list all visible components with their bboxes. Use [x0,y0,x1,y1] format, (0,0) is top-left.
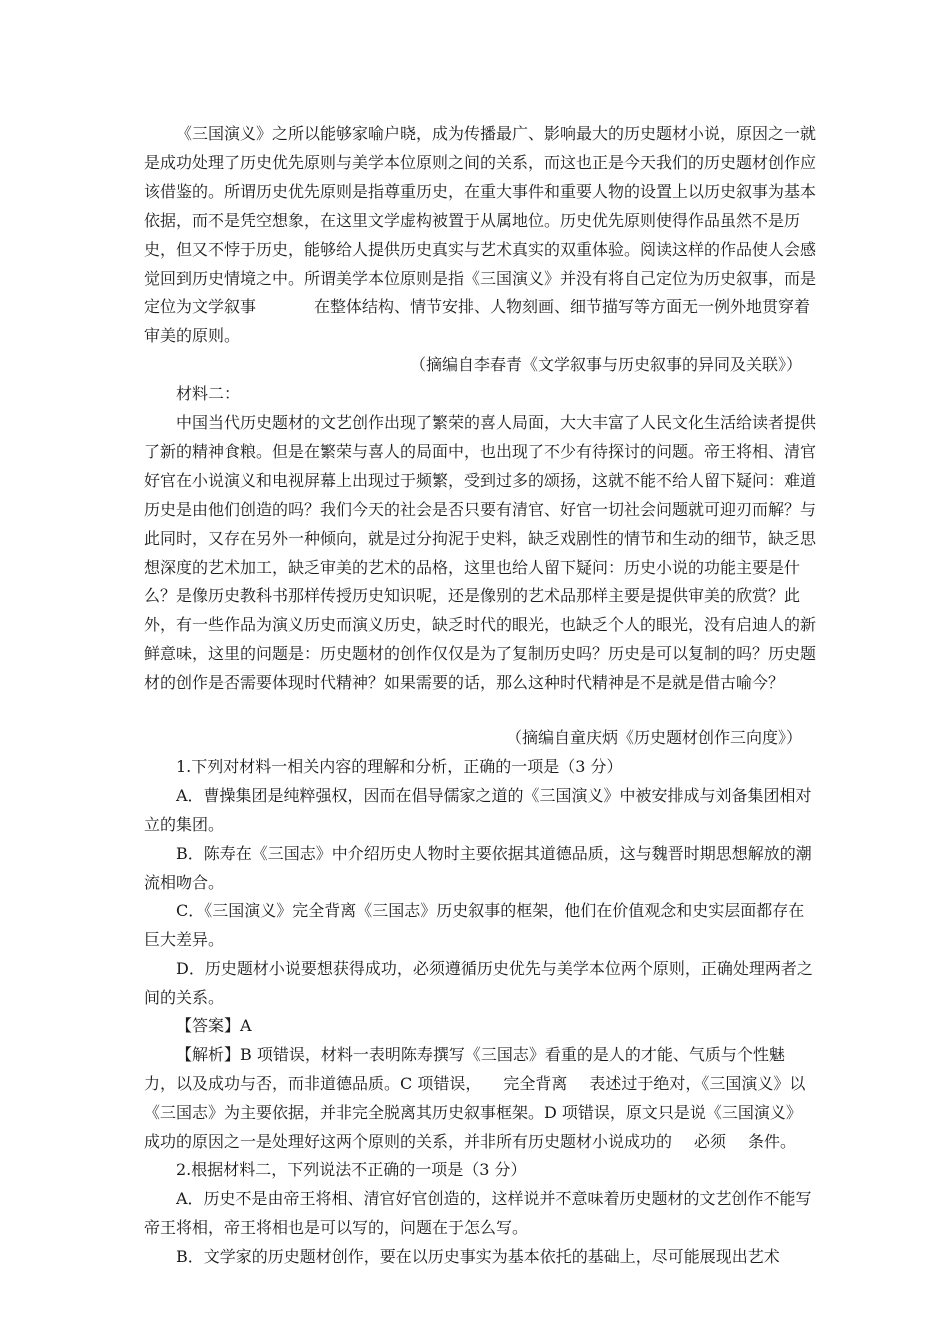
q2-option-b: B．文学家的历史题材创作，要在以历史事实为基本依托的基础上，尽可能展现出艺术 [176,1247,780,1266]
material1-source: （摘编自李春青《文学叙事与历史叙事的异同及关联》） [409,355,802,374]
material1-paragraph [144,120,816,351]
q2-option-a: A．历史不是由帝王将相、清官好官创造的，这样说并不意味着历史题材的文艺创作不能写帝王将相，帝王将相也是可以写的，问题在于怎么写。 [144,1189,812,1237]
q1-stem: 1.下列对材料一相关内容的理解和分析，正确的一项是（3 分） [176,757,623,776]
material2-label: 材料二： [176,384,241,403]
analysis-quote-2: 必须 [694,1131,727,1151]
analysis-quote-1: 完全背离 [503,1073,568,1093]
q1-answer: 【答案】A [176,1016,252,1035]
material1-paragraph-tail: 在整体结构、情节安排、人物刻画、细节描写等方面无一例外地贯穿着审美的原则。 [144,297,811,346]
q1-option-c: C．《三国演义》完全背离《三国志》历史叙事的框架，他们在价值观念和史实层面都存在巨大差异。 [144,901,805,949]
q2-stem: 2.根据材料二，下列说法不正确的一项是（3 分） [176,1160,527,1179]
analysis-part-5: 条件。 [748,1131,797,1151]
material1-paragraph-text: 《三国演义》之所以能够家喻户晓，成为传播最广、影响最大的历史题材小说，原因之一就是成功处理了历史优先原则与美学本位原则之间的关系，而这也正是今天我们的历史题材创作应该借鉴的。所谓历史优先原则是指尊重历史，在重大事件和重要人物的设置上以历史叙事为基本依据，而不是凭空想象，在这里文学虚构被置于从属地位。历史优先原则使得作品虽然不是历史，但又不悖于历史，能够给人提供历史真实与艺术真实的双重体验。阅读这样的作品使人会感觉回到历史情境之中。所谓美学本位原则是指《三国演义》并没有将自己定位为历史叙事，而是定位为文学叙事 [144,124,817,317]
material2-paragraph: 中国当代历史题材的文艺创作出现了繁荣的喜人局面，大大丰富了人民文化生活给读者提供了新的精神食粮。但是在繁荣与喜人的局面中，也出现了不少有待探讨的问题。帝王将相、清官好官在小说演义和电视屏幕上出现过于频繁，受到过多的颂扬，这就不能不给人留下疑问：难道历史是由他们创造的吗？我们今天的社会是否只要有清官、好官一切社会问题就可迎刃而解？与此同时，又存在另外一种倾向，就是过分拘泥于史料，缺乏戏剧性的情节和生动的细节，缺乏思想深度的艺术加工，缺乏审美的艺术的品格，这里也给人留下疑问：历史小说的功能主要是什么？是像历史教科书那样传授历史知识呢，还是像别的艺术品那样主要是提供审美的欣赏？此外，有一些作品为演义历史而演义历史，缺乏时代的眼光，也缺乏个人的眼光，没有启迪人的新鲜意味，这里的问题是：历史题材的创作仅仅是为了复制历史吗？历史是可以复制的吗？历史题材的创作是否需要体现时代精神？如果需要的话，那么这种时代精神是不是就是借古喻今？ [144,413,817,693]
q1-option-d: D．历史题材小说要想获得成功，必须遵循历史优先与美学本位两个原则，正确处理两者之间的关系。 [144,959,813,1007]
q1-option-b: B．陈寿在《三国志》中介绍历史人物时主要依据其道德品质，这与魏晋时期思想解放的潮流相吻合。 [144,844,812,892]
material2-source: （摘编自童庆炳《历史题材创作三向度》） [505,728,802,747]
q1-option-a: A．曹操集团是纯粹强权，因而在倡导儒家之道的《三国演义》中被安排成与刘备集团相对立的集团。 [144,786,812,834]
analysis-part-1: 【解析】B 项错误，材料一表明陈寿撰写《三国志》看重的是人的才能、气质与个性魅力，以及成功与否，而非道德品质。C 项错误， [144,1045,785,1093]
analysis-part-3: 表述过于绝对，《三国演义》以《三国志》为主要依据，并非完全脱离其历史叙事框架。D 项错误，原文只是说《三国演义》成功的原因之一是处理好这两个原则的关系，并非所有历史题材小说成功的 [144,1073,806,1151]
q1-analysis [144,1041,816,1157]
